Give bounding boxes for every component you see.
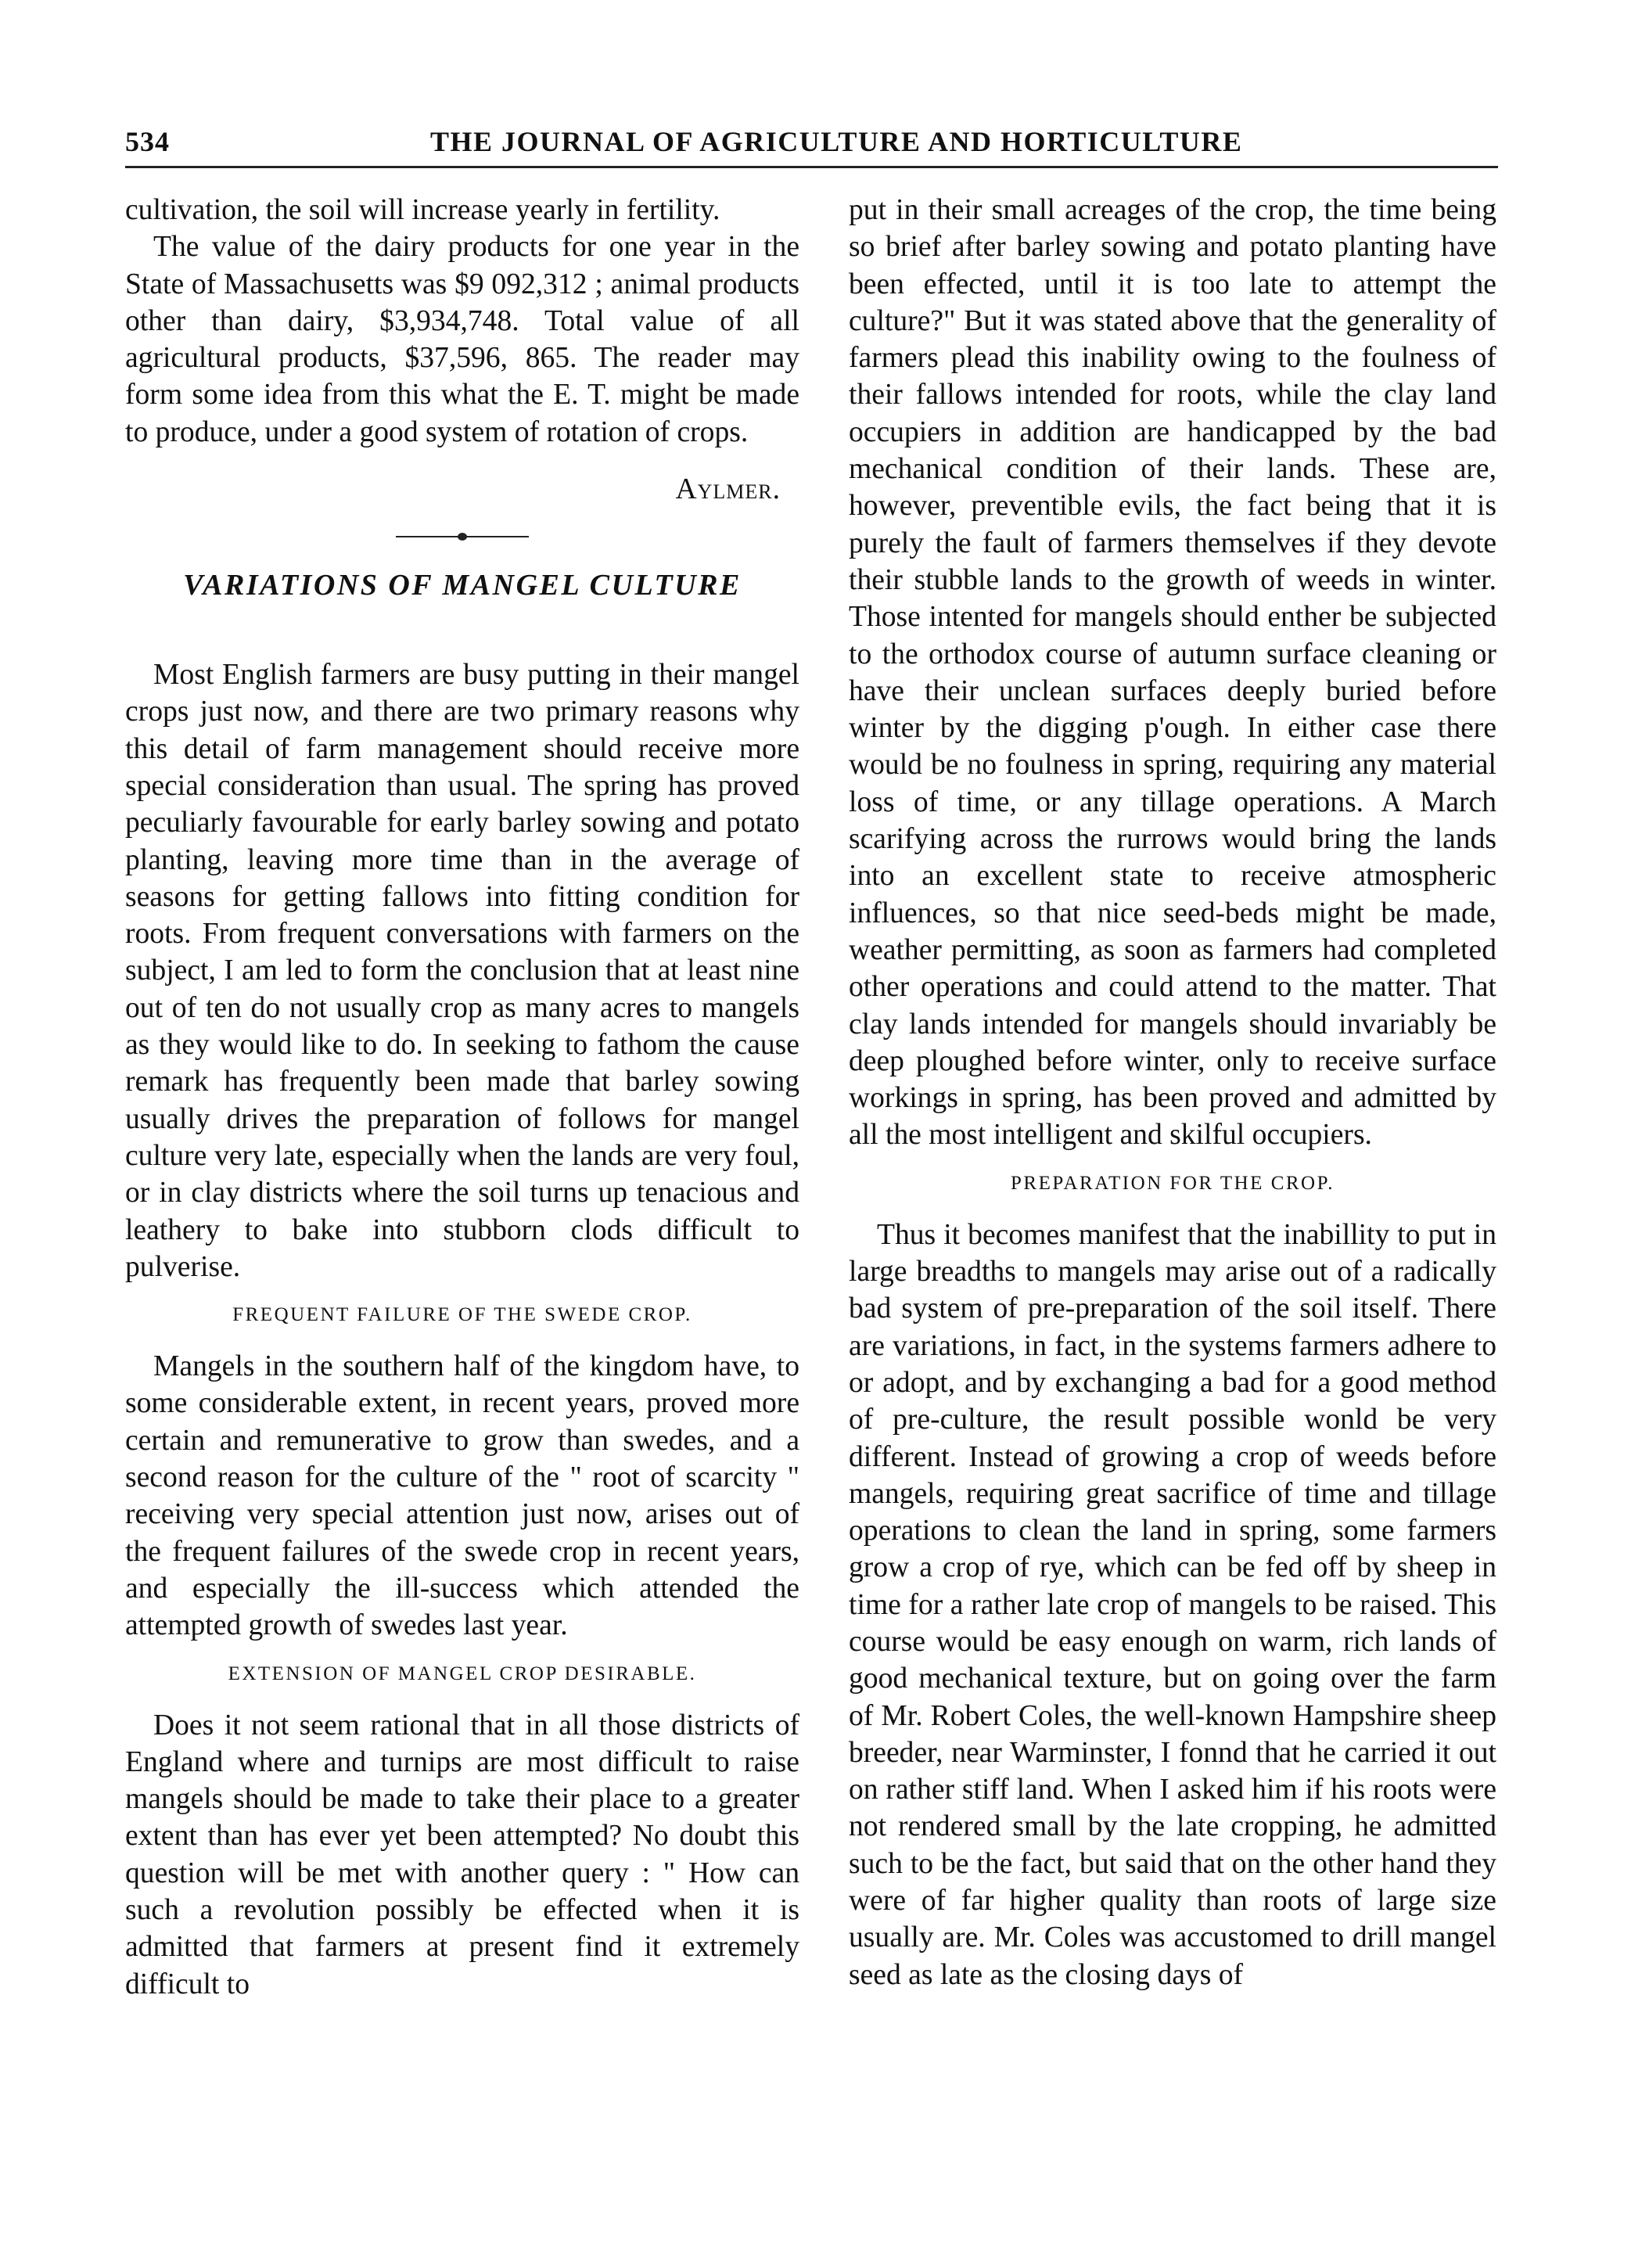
right-column <box>849 192 1496 1993</box>
article-title: VARIATIONS OF MANGEL CULTURE <box>183 569 742 602</box>
paragraph: The value of the dairy products for one year in the State of Massachusetts was $9 092,312 ; animal products other than dairy, $3,934,748. Total value of all agricultural products, $37,596, 865. The reader may form some idea from this what the E. T. might be made to produce, under a good system of rotation of crops. <box>125 231 799 448</box>
section-subhead: PREPARATION FOR THE CROP. <box>1011 1172 1335 1194</box>
section-divider <box>396 531 529 542</box>
running-head <box>125 125 1498 164</box>
journal-title: THE JOURNAL OF AGRICULTURE AND HORTICULTURE <box>430 126 1243 157</box>
paragraph: cultivation, the soil will increase yearly in fertility. <box>125 194 720 226</box>
header-rule <box>125 166 1498 168</box>
paragraph: Most English farmers are busy putting in their mangel crops just now, and there are two primary reasons why this detail of farm management should receive more special consideration than usual. The spring has proved peculiarly favourable for early barley sowing and potato planting, leaving more time than in the average of seasons for getting fallows into fitting condition for roots. From frequent conversations with farmers on the subject, I am led to form the conclusion that at least nine out of ten do not usually crop as many acres to mangels as they would like to do. In seeking to fathom the cause remark has frequently been made that barley sowing usually drives the preparation of follows for mangel culture very late, especially when the lands are very foul, or in clay districts where the soil turns up tenacious and leathery to bake into stubborn clods difficult to pulverise. <box>125 659 799 1283</box>
left-column <box>125 192 799 2003</box>
paragraph: Thus it becomes manifest that the inabillity to put in large breadths to mangels may arise out of a radically bad system of pre-preparation of the soil itself. There are variations, in fact, in the systems farmers adhere to or adopt, and by exchanging a bad for a good method of pre-culture, the result possible wonld be very different. Instead of growing a crop of weeds before mangels, requiring great sacrifice of time and tillage operations to clean the land in spring, some farmers grow a crop of rye, which can be fed off by sheep in time for a rather late crop of mangels to be raised. This course would be easy enough on warm, rich lands of good mechanical texture, but on going over the farm of Mr. Robert Coles, the well-known Hampshire sheep breeder, near Warminster, I fonnd that he carried it out on rather stiff land. When I asked him if his roots were not rendered small by the late cropping, he admitted such to be the fact, but said that on the other hand they were of far higher quality than roots of large size usually are. Mr. Coles was accustomed to drill mangel seed as late as the closing days of <box>849 1218 1496 1991</box>
paragraph: Does it not seem rational that in all those districts of England where and turnips are most difficult to raise mangels should be made to take their place to a greater extent than has ever yet been attempted? No doubt this question will be met with another query : " How can such a revolution possibly be effected when it is admitted that farmers at present find it extremely difficult to <box>125 1709 799 2000</box>
section-subhead: EXTENSION OF MANGEL CROP DESIRABLE. <box>228 1662 697 1684</box>
page-number: 534 <box>125 126 170 157</box>
paragraph: Mangels in the southern half of the kingdom have, to some considerable extent, in recent years, proved more certain and remunerative to grow than swedes, and a second reason for the culture of the " root of scarcity " receiving very special attention just now, arises out of the frequent failures of the swede crop in recent years, and especially the ill-success which attended the attempted growth of swedes last year. <box>125 1350 799 1642</box>
section-subhead: FREQUENT FAILURE OF THE SWEDE CROP. <box>232 1304 692 1326</box>
paragraph: put in their small acreages of the crop, the time being so brief after barley sowing and potato planting have been effected, until it is too late to attempt the culture?" But it was stated above that the generality of farmers plead this inability owing to the foulness of their fallows intended for roots, while the clay land occupiers in addition are handicapped by the bad mechanical condition of their lands. These are, however, preventible evils, the fact being that it is purely the fault of farmers themselves if they devote their stubble lands to the growth of weeds in winter. Those intented for mangels should enther be subjected to the orthodox course of autumn surface cleaning or have their unclean surfaces deeply buried before winter by the digging p'ough. In either case there would be no foulness in spring, requiring any material loss of time, or any tillage operations. A March scarifying across the rurrows would bring the lands into an excellent state to receive atmospheric influences, so that nice seed-beds might be made, weather permitting, as soon as farmers had completed other operations and could attend to the matter. That clay lands intended for mangels should invariably be deep ploughed before winter, only to receive surface workings in spring, has been proved and admitted by all the most intelligent and skilful occupiers. <box>849 194 1496 1152</box>
author-signature: Aylmer. <box>675 473 781 506</box>
